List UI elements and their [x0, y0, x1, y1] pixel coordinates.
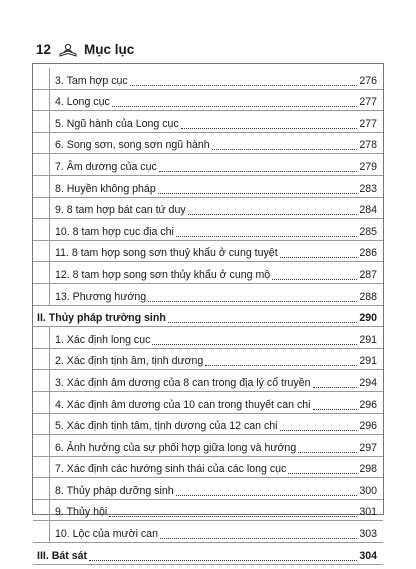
dot-leader — [181, 127, 358, 129]
toc-entry-page: 290 — [359, 312, 377, 325]
dot-leader — [160, 537, 357, 539]
page-header — [36, 42, 134, 57]
dot-leader — [176, 494, 358, 496]
toc-entry-title: 9. 8 tam hợp bát can tứ duy — [55, 204, 186, 217]
toc-entry-page: 278 — [359, 139, 377, 152]
toc-entry-page: 286 — [359, 247, 377, 260]
dot-leader — [168, 321, 358, 323]
toc-entry-title: 8. Thủy pháp dưỡng sinh — [55, 484, 174, 497]
toc-entry-title: 10. Lộc của mười can — [55, 528, 158, 541]
toc-entry — [33, 521, 383, 543]
dot-leader — [130, 84, 358, 86]
dot-leader — [112, 105, 358, 107]
toc-entry-title: 1. Xác định long cục — [55, 333, 151, 346]
dot-leader — [152, 343, 357, 345]
dot-leader — [280, 429, 358, 431]
toc-entry-page: 298 — [359, 463, 377, 476]
toc-entry-title: 10. 8 tam hợp cục địa chi — [55, 225, 174, 238]
table-of-contents — [33, 68, 383, 565]
toc-entry — [33, 370, 383, 392]
toc-entry — [33, 111, 383, 133]
dot-leader — [205, 364, 357, 366]
toc-entry-title: 7. Xác định các hướng sinh thái của các long cục — [55, 463, 287, 476]
toc-entry — [33, 327, 383, 349]
toc-entry — [33, 457, 383, 479]
dot-leader — [288, 472, 357, 474]
toc-entry-title: 5. Ngũ hành của Long cục — [55, 117, 179, 130]
toc-entry-title: 13. Phương hướng — [55, 290, 147, 303]
toc-entry-title: 6. Song sơn, song sơn ngũ hành — [55, 139, 210, 152]
toc-entry — [33, 543, 383, 565]
toc-entry-title: 11. 8 tam hợp song sơn thuỷ khẩu ở cung tuyệt — [55, 247, 278, 260]
toc-entry-page: 277 — [359, 96, 377, 109]
toc-entry-page: 285 — [359, 225, 377, 238]
toc-entry-page: 287 — [359, 268, 377, 281]
toc-entry — [33, 68, 383, 90]
toc-entry-title: 9. Thủy hội — [55, 506, 108, 519]
toc-entry — [33, 435, 383, 457]
toc-entry — [33, 90, 383, 112]
toc-entry — [33, 154, 383, 176]
toc-entry-title: 2. Xác định tịnh âm, tịnh dương — [55, 355, 204, 368]
toc-entry-page: 296 — [359, 398, 377, 411]
toc-entry-page: 279 — [359, 160, 377, 173]
toc-entry — [33, 262, 383, 284]
dot-leader — [89, 559, 357, 561]
toc-entry — [33, 176, 383, 198]
toc-entry-page: 304 — [359, 549, 377, 562]
toc-entry — [33, 219, 383, 241]
dot-leader — [272, 278, 357, 280]
page-title: Mục lục — [84, 42, 135, 57]
toc-entry-page: 291 — [359, 355, 377, 368]
dot-leader — [280, 256, 358, 258]
toc-entry-page: 303 — [359, 528, 377, 541]
dot-leader — [158, 192, 358, 194]
toc-entry-title: 3. Tam hợp cục — [55, 74, 128, 87]
toc-entry — [33, 392, 383, 414]
toc-entry-page: 300 — [359, 484, 377, 497]
dot-leader — [148, 300, 357, 302]
dot-leader — [109, 515, 357, 517]
book-reader-icon — [58, 43, 78, 57]
dot-leader — [313, 386, 358, 388]
dot-leader — [188, 213, 358, 215]
toc-entry — [33, 349, 383, 371]
toc-entry-page: 276 — [359, 74, 377, 87]
dot-leader — [313, 408, 358, 410]
dot-leader — [298, 451, 357, 453]
toc-entry-page: 301 — [359, 506, 377, 519]
toc-entry-page: 291 — [359, 333, 377, 346]
toc-entry — [33, 241, 383, 263]
toc-entry-page: 283 — [359, 182, 377, 195]
page-number: 12 — [36, 42, 52, 57]
toc-entry — [33, 133, 383, 155]
toc-entry-page: 296 — [359, 420, 377, 433]
toc-entry — [33, 284, 383, 306]
toc-entry-title: 7. Âm dương của cục — [55, 160, 157, 173]
toc-entry-title: 12. 8 tam hợp song sơn thủy khẩu ở cung mộ — [55, 268, 271, 281]
toc-entry — [33, 478, 383, 500]
toc-entry-page: 277 — [359, 117, 377, 130]
dot-leader — [159, 170, 358, 172]
toc-entry-title: 8. Huyền không pháp — [55, 182, 156, 195]
toc-entry-title: II. Thủy pháp trường sinh — [37, 312, 166, 325]
dot-leader — [176, 235, 357, 237]
toc-entry-title: 5. Xác định tịnh tâm, tịnh dương của 12 can chi — [55, 420, 278, 433]
toc-entry — [33, 500, 383, 522]
toc-entry-page: 297 — [359, 441, 377, 454]
toc-entry-title: 4. Xác định âm dương của 10 can trong thuyết can chi — [55, 398, 311, 411]
toc-entry-page: 294 — [359, 376, 377, 389]
toc-entry-page: 284 — [359, 204, 377, 217]
toc-entry-title: 4. Long cục — [55, 96, 110, 109]
toc-entry — [33, 414, 383, 436]
toc-entry-page: 288 — [359, 290, 377, 303]
dot-leader — [212, 148, 358, 150]
toc-entry-title: 6. Ảnh hưởng của sự phối hợp giữa long và hướng — [55, 441, 297, 454]
toc-entry-title: 3. Xác định âm dương của 8 can trong địa lý cổ truyền — [55, 376, 311, 389]
toc-entry — [33, 306, 383, 328]
toc-entry-title: III. Bát sát — [37, 549, 88, 562]
toc-entry — [33, 198, 383, 220]
